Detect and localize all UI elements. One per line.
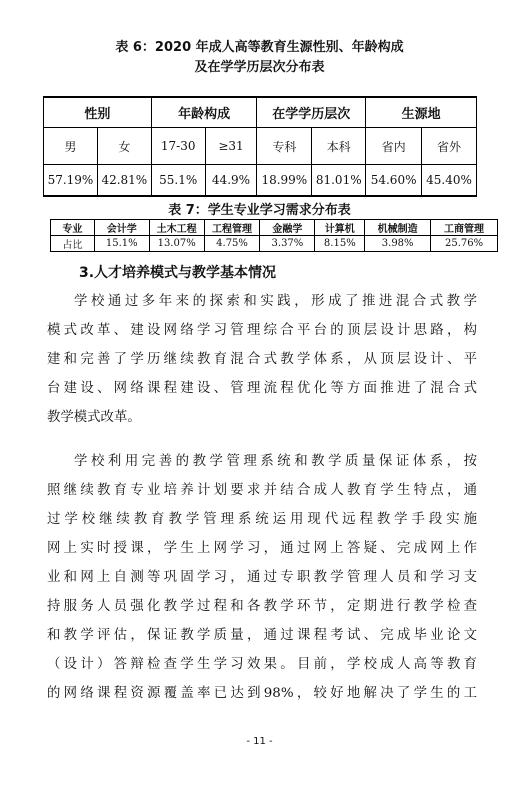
major-header-cell: 计算机 <box>315 220 365 236</box>
paragraph-line: 教学模式改革。 <box>47 410 141 425</box>
subheader-cell: 男 <box>44 128 98 165</box>
major-ratio-cell: 25.76% <box>431 236 498 252</box>
major-ratio-cell: 3.98% <box>365 236 431 252</box>
header-education-level: 在学学历层次 <box>257 97 366 128</box>
paragraph-line: 业和网上自测等巩固学习，通过专职教学管理人员和学习支 <box>47 570 477 585</box>
major-ratio-cell: 4.75% <box>204 236 260 252</box>
section-heading: 3.人才培养模式与教学基本情况 <box>79 265 277 281</box>
paragraph-line: 照继续教育专业培养计划要求并结合成人教育学生特点，通 <box>47 483 477 498</box>
paragraph-2 <box>47 447 477 708</box>
paragraph-line: 建和完善了学历继续教育混合式教学体系，从顶层设计、平 <box>47 352 477 367</box>
value-cell: 44.9% <box>205 165 257 197</box>
header-gender: 性别 <box>44 97 152 128</box>
major-header-cell: 工商管理 <box>431 220 498 236</box>
value-cell: 57.19% <box>44 165 98 197</box>
subheader-cell: 专科 <box>257 128 312 165</box>
value-cell: 55.1% <box>151 165 205 197</box>
major-ratio-cell: 13.07% <box>149 236 204 252</box>
paragraph-line: 和教学评估，保证教学质量，通过课程考试、完成毕业论文 <box>47 628 477 643</box>
major-header-cell: 土木工程 <box>149 220 204 236</box>
page-number: - 11 - <box>246 736 273 747</box>
paragraph-1 <box>47 287 477 432</box>
subheader-cell: 女 <box>97 128 151 165</box>
value-cell: 81.01% <box>312 165 366 197</box>
demographics-table <box>43 96 477 197</box>
paragraph-line: 网上实时授课，学生上网学习，通过网上答疑、完成网上作 <box>47 541 477 556</box>
major-header-cell: 金融学 <box>260 220 315 236</box>
value-cell: 45.40% <box>422 165 477 197</box>
paragraph-line: 的网络课程资源覆盖率已达到98%，较好地解决了学生的工 <box>47 686 477 701</box>
major-header-cell: 专业 <box>51 220 95 236</box>
paragraph-line: 台建设、网络课程建设、管理流程优化等方面推进了混合式 <box>47 381 477 396</box>
major-header-cell: 工程管理 <box>204 220 260 236</box>
table2-title: 表 7：学生专业学习需求分布表 <box>168 203 351 218</box>
paragraph-line: 学校通过多年来的探索和实践，形成了推进混合式教学 <box>74 294 477 309</box>
value-cell: 18.99% <box>257 165 312 197</box>
major-ratio-cell: 3.37% <box>260 236 315 252</box>
header-age: 年龄构成 <box>151 97 257 128</box>
subheader-cell: ≥31 <box>205 128 257 165</box>
subheader-cell: 17-30 <box>151 128 205 165</box>
subheader-cell: 本科 <box>312 128 366 165</box>
major-header-cell: 会计学 <box>94 220 149 236</box>
major-ratio-cell: 15.1% <box>94 236 149 252</box>
subheader-cell: 省内 <box>366 128 422 165</box>
paragraph-line: （设计）答辩检查学生学习效果。目前，学校成人高等教育 <box>47 657 477 672</box>
paragraph-line: 模式改革、建设网络学习管理综合平台的顶层设计思路，构 <box>47 323 477 338</box>
paragraph-line: 持服务人员强化教学过程和各教学环节，定期进行教学检查 <box>47 599 477 614</box>
paragraph-line: 过学校继续教育教学管理系统运用现代远程教学手段实施 <box>47 512 477 527</box>
major-demand-table <box>50 219 498 252</box>
major-ratio-cell: 8.15% <box>315 236 365 252</box>
major-header-cell: 机械制造 <box>365 220 431 236</box>
major-ratio-cell: 占比 <box>51 236 95 252</box>
table1-title-line2: 及在学学历层次分布表 <box>194 60 325 75</box>
table1-title-line1: 表 6：2020 年成人高等教育生源性别、年龄构成 <box>115 40 404 55</box>
subheader-cell: 省外 <box>422 128 477 165</box>
value-cell: 54.60% <box>366 165 422 197</box>
value-cell: 42.81% <box>97 165 151 197</box>
paragraph-line: 学校利用完善的教学管理系统和教学质量保证体系，按 <box>74 454 477 469</box>
header-origin: 生源地 <box>366 97 477 128</box>
